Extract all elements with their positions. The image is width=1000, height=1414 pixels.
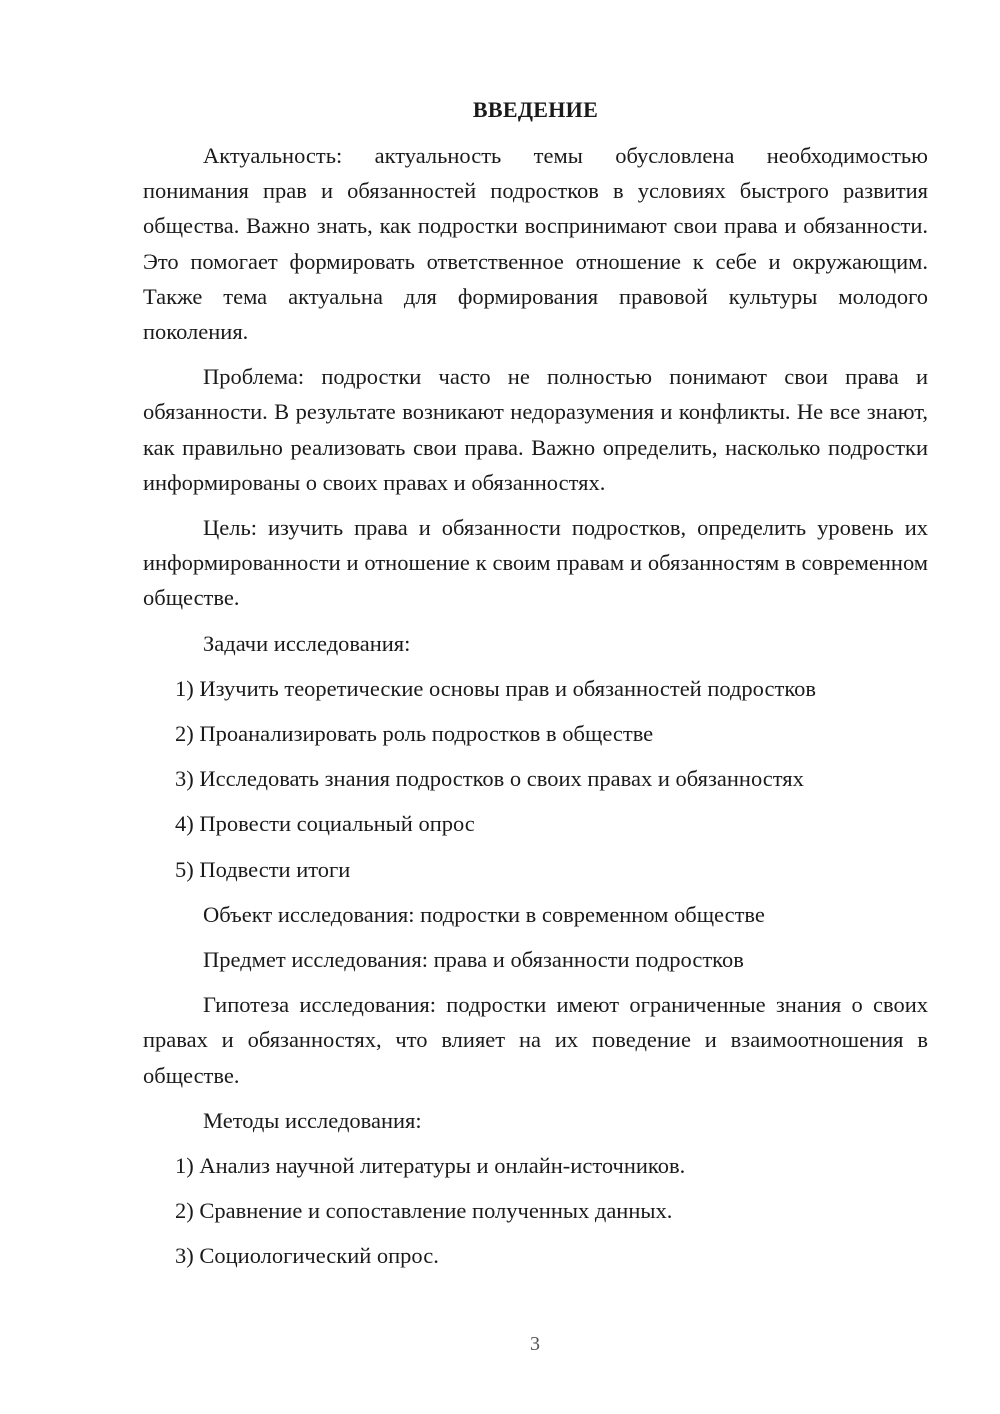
methods-heading: Методы исследования: <box>203 1107 422 1133</box>
list-item: 2) Сравнение и сопоставление полученных данных. <box>175 1198 673 1224</box>
tasks-list <box>143 671 928 887</box>
subject-line: Предмет исследования: права и обязанности подростков <box>203 947 744 973</box>
goal-paragraph: Цель: изучить права и обязанности подростков, определить уровень их информированности и отношение к своим правам и обязанностям в современном обществе. <box>143 515 928 611</box>
tasks-heading: Задачи исследования: <box>203 630 411 656</box>
hypothesis-paragraph: Гипотеза исследования: подростки имеют ограниченные знания о своих правах и обязанностях, что влияет на их поведение и взаимоотношения в обществе. <box>143 992 928 1088</box>
page-number: 3 <box>530 1333 540 1355</box>
list-item: 1) Анализ научной литературы и онлайн-источников. <box>175 1153 686 1179</box>
document-body <box>143 95 928 1284</box>
list-item: 3) Социологический опрос. <box>175 1243 439 1269</box>
relevance-paragraph: Актуальность: актуальность темы обусловлена необходимостью понимания прав и обязанностей подростков в условиях быстрого развития общества. Важно знать, как подростки воспринимают свои права и обязанности. Это помогает формировать ответственное отношение к себе и окружающим. Также тема актуальна для формирования правовой культуры молодого поколения. <box>143 143 928 345</box>
list-item: 4) Провести социальный опрос <box>175 811 475 837</box>
list-item: 5) Подвести итоги <box>175 856 351 882</box>
list-item: 3) Исследовать знания подростков о своих правах и обязанностях <box>175 766 804 792</box>
list-item: 2) Проанализировать роль подростков в обществе <box>175 721 654 747</box>
methods-list <box>143 1148 928 1274</box>
list-item: 1) Изучить теоретические основы прав и обязанностей подростков <box>175 675 816 701</box>
object-line: Объект исследования: подростки в современном обществе <box>203 901 765 927</box>
section-title: ВВЕДЕНИЕ <box>472 97 599 122</box>
problem-paragraph: Проблема: подростки часто не полностью понимают свои права и обязанности. В результате возникают недоразумения и конфликты. Не все знают, как правильно реализовать свои права. Важно определить, насколько подростки информированы о своих правах и обязанностях. <box>143 364 928 495</box>
